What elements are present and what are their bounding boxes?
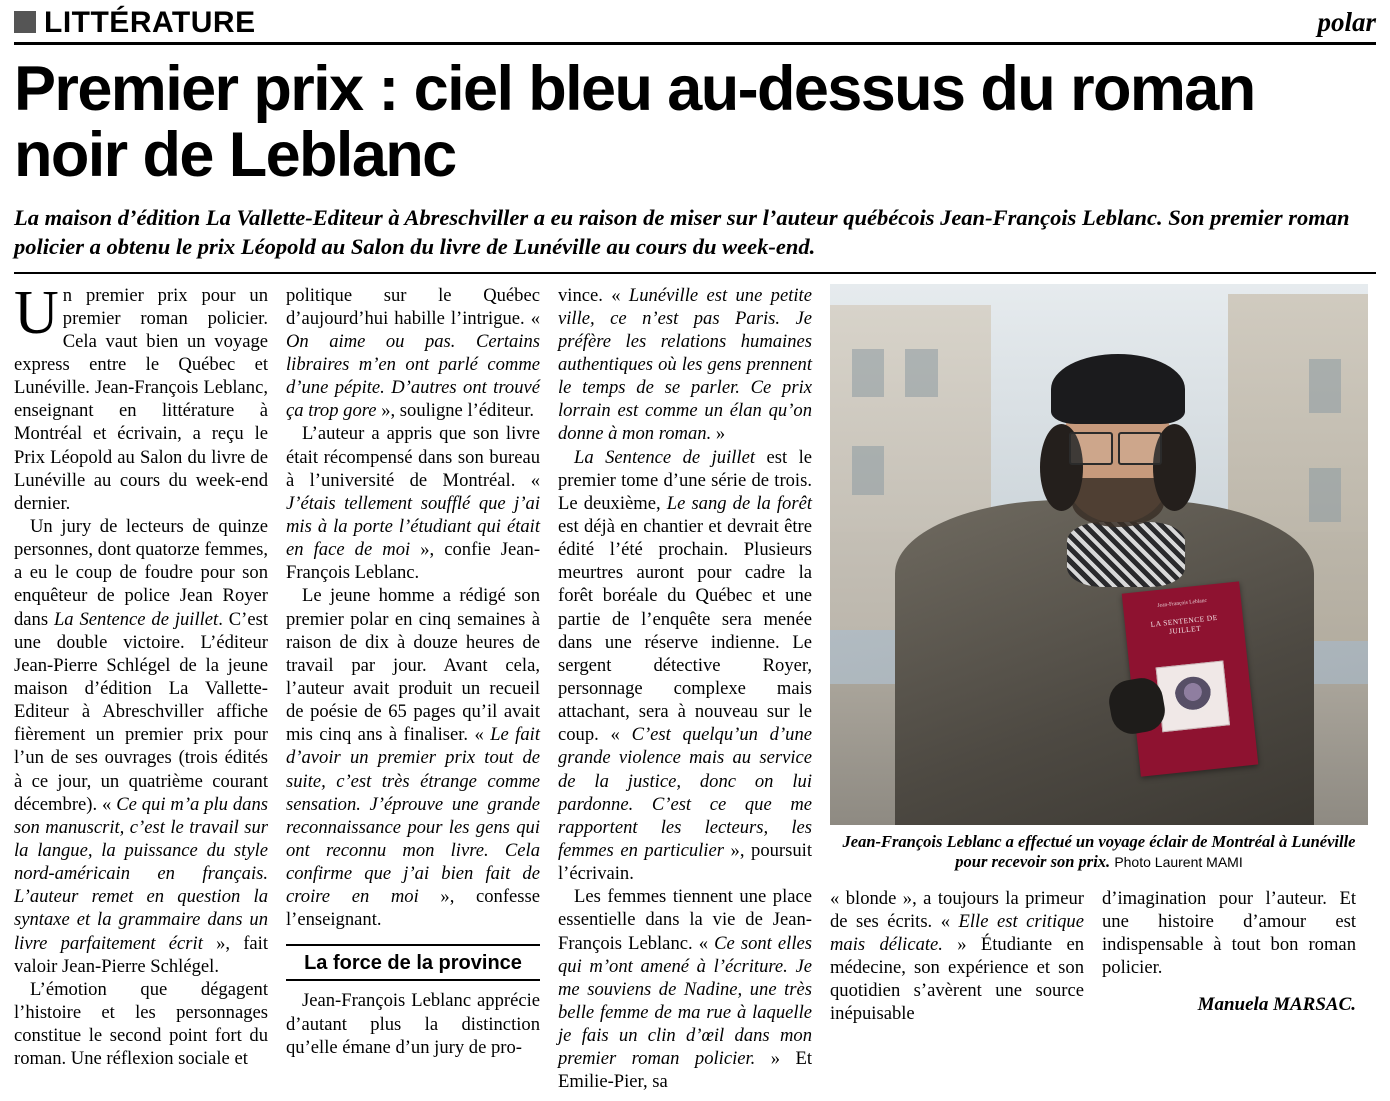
paragraph xyxy=(558,885,812,1093)
quote-italic: C’est quelqu’un d’une grande violence mais au service de la justice, donc on lui pardonne. C’est ce que me rapportent les lecteurs, les femmes en particulier xyxy=(558,724,812,861)
header-rule xyxy=(14,42,1376,45)
photo-window xyxy=(905,349,937,398)
paragraph xyxy=(558,446,812,886)
paragraph-text: d’imagination pour l’auteur. Et une histoire d’amour est indispensable à tout bon roman policier. xyxy=(1102,887,1356,978)
article-column-3 xyxy=(558,284,812,1094)
photo-window xyxy=(852,446,884,495)
photo-caption xyxy=(830,832,1368,873)
photo-window xyxy=(1309,468,1341,522)
book-cover-title: LA SENTENCE DE JUILLET xyxy=(1150,612,1219,636)
paragraph-text: » Étudiante en médecine, son expérience et son quotidien s’avèrent une source inépuisable xyxy=(830,933,1085,1025)
book-title-italic: La Sentence de juillet xyxy=(574,446,755,468)
paragraph-text: est déjà en chantier et devrait être édité l’été prochain. Plusieurs meurtres auront pour cadre la forêt boréale du Québec et une partie de l’enquête sera menée dans une réserve indienne. Le sergent détective Royer, personnage complexe mais attachant, sera à nouveau sur le coup. « xyxy=(558,516,812,746)
article-column-4 xyxy=(830,887,1084,1026)
paragraph-text: », confesse l’enseignant. xyxy=(286,886,540,931)
photo-credit: Photo Laurent MAMI xyxy=(1114,854,1243,871)
byline: Manuela MARSAC. xyxy=(1197,994,1356,1016)
paragraph-text: » Et Emilie-Pier, sa xyxy=(558,1048,813,1093)
paragraph xyxy=(286,584,540,931)
subheading-block xyxy=(286,944,540,982)
subheading-rule-top xyxy=(286,944,540,946)
photo-subject-beanie xyxy=(1051,354,1186,424)
book-title-italic: Le sang de la forêt xyxy=(666,492,812,514)
photo-subject-glasses-right xyxy=(1118,432,1162,464)
paragraph-text: », souligne l’éditeur. xyxy=(376,400,535,422)
page-title: Premier prix : ciel bleu au-dessus du roman noir de Leblanc xyxy=(14,54,1255,190)
photo-window xyxy=(852,349,884,398)
paragraph xyxy=(286,989,540,1058)
section-subcategory-label: polar xyxy=(1317,7,1376,37)
paragraph-text: Jean-François Leblanc apprécie d’autant plus la distinction qu’elle émane d’un jury de pro- xyxy=(286,990,540,1058)
quote-italic: Ce sont elles qui m’ont amené à l’écriture. Je me souviens de Nadine, une très belle femme de ma rue à laquelle je fais un clin d’œil dans mon premier roman policier. xyxy=(558,932,812,1070)
paragraph xyxy=(1102,887,1356,980)
quote-italic: Ce qui m’a plu dans son manuscrit, c’est le travail sur la langue, la puissance du style nord-américain en français. L’auteur remet en question la syntaxe et la grammaire dans un livre parfaitement écrit xyxy=(14,793,269,954)
quote-italic: Elle est critique mais délicate. xyxy=(830,910,1084,955)
paragraph-text: », poursuit l’écrivain. xyxy=(558,840,812,885)
paragraph-text: politique sur le Québec d’aujourd’hui habille l’intrigue. « xyxy=(286,284,540,329)
square-bullet-icon xyxy=(14,11,36,33)
paragraph xyxy=(830,887,1084,1026)
quote-italic: J’étais tellement soufflé que j’ai mis à la porte l’étudiant qui était en face de moi xyxy=(286,492,540,561)
paragraph xyxy=(14,278,268,515)
paragraph-text: », confie Jean-François Leblanc. xyxy=(286,539,541,584)
paragraph-text: Le jeune homme a rédigé son premier polar en cinq semaines à raison de dix à douze heures de travail par jour. Avant cela, l’auteur avait produit un recueil de poésie de 65 pages qu’il avait mis cinq ans à finaliser. « xyxy=(286,585,540,746)
standfirst-rule xyxy=(14,272,1376,274)
article-body xyxy=(14,278,1376,1094)
paragraph xyxy=(286,284,540,423)
paragraph xyxy=(14,515,268,978)
photo-subject-scarf xyxy=(1067,522,1185,587)
quote-italic: Le fait d’avoir un premier prix tout de suite, c’est très étrange comme sensation. J’éprouve une grande reconnaissance pour les gens qui ont reconnu mon livre. Cela confirme que j’ai bien fait de croire en moi xyxy=(286,724,540,908)
subheading-rule-bottom xyxy=(286,979,540,981)
drop-cap: U xyxy=(14,278,59,347)
paragraph-text: », fait valoir Jean-Pierre Schlégel. xyxy=(14,932,268,977)
article-column-5 xyxy=(1102,887,1356,1026)
paragraph-text: Les femmes tiennent une place essentielle dans la vie de Jean-François Leblanc. « xyxy=(558,886,812,954)
paragraph-text: L’émotion que dégagent l’histoire et les personnages constitue le second point fort du roman. Une réflexion sociale et xyxy=(14,978,268,1070)
quote-italic: On aime ou pas. Certains libraires m’en ont parlé comme d’une pépite. D’autres ont trouvé ça trop gore xyxy=(286,330,540,422)
photo-window xyxy=(1309,359,1341,413)
photo-subject-beard xyxy=(1072,478,1163,527)
paragraph-text: » xyxy=(711,423,726,445)
photo-block xyxy=(830,284,1368,1026)
section-header xyxy=(0,0,1390,38)
paragraph-text: vince. « xyxy=(558,284,629,306)
article-column-2 xyxy=(286,284,540,1059)
section-kicker-label: LITTÉRATURE xyxy=(44,6,256,39)
book-title-italic: La Sentence de juillet xyxy=(53,608,219,630)
article-photo xyxy=(830,284,1368,825)
paragraph-text: L’auteur a appris que son livre était récompensé dans son bureau à l’université de Montréal. « xyxy=(286,423,540,491)
photo-caption-text: Jean-François Leblanc a effectué un voyage éclair de Montréal à Lunéville pour recevoir son prix. xyxy=(842,831,1356,872)
paragraph-text: Un jury de lecteurs de quinze personnes, dont quatorze femmes, a eu le coup de foudre pour son enquêteur de police Jean Royer dans xyxy=(14,516,268,630)
paragraph-text: . C’est une double victoire. L’éditeur Jean-Pierre Schlégel de la jeune maison d’édition La Vallette-Editeur à Abreschviller affiche fièrement un premier prix pour l’un de ses ouvrages (trois édités à ce jour, un quatrième courant décembre). « xyxy=(14,608,269,815)
paragraph xyxy=(286,422,540,584)
section-kicker xyxy=(14,8,256,38)
book-cover-author: Jean-François Leblanc xyxy=(1157,597,1208,609)
article-column-1 xyxy=(14,278,269,1071)
paragraph xyxy=(14,978,268,1071)
article-lower-columns xyxy=(830,887,1368,1026)
paragraph-text: n premier prix pour un premier roman policier. Cela vaut bien un voyage express entre le Québec et Lunéville. Jean-François Leblanc, enseignant en littérature à Montréal et écrivain, a reçu le Prix Léopold au Salon du livre de Lunéville au cours du week-end dernier. xyxy=(14,284,268,514)
book-cover-artwork xyxy=(1156,660,1231,731)
standfirst: La maison d’édition La Vallette-Editeur à Abreschviller a eu raison de miser sur l’auteur québécois Jean-François Leblanc. Son premier roman policier a obtenu le prix Léopold au Salon du livre de Lunéville au cours du week-end. xyxy=(14,205,1350,259)
paragraph-text: « blonde », a toujours la primeur de ses écrits. « xyxy=(830,887,1084,932)
paragraph-text: est le premier tome d’une série de trois. Le deuxième, xyxy=(558,446,812,514)
photo-subject-glasses-left xyxy=(1069,432,1113,464)
subheading: La force de la province xyxy=(304,951,522,974)
paragraph xyxy=(558,284,812,446)
quote-italic: Lunéville est une petite ville, ce n’est pas Paris. Je préfère les relations humaines authentiques où les gens prennent le temps de se parler. Ce prix lorrain est comme un élan qu’on donne à mon roman. xyxy=(558,284,812,445)
